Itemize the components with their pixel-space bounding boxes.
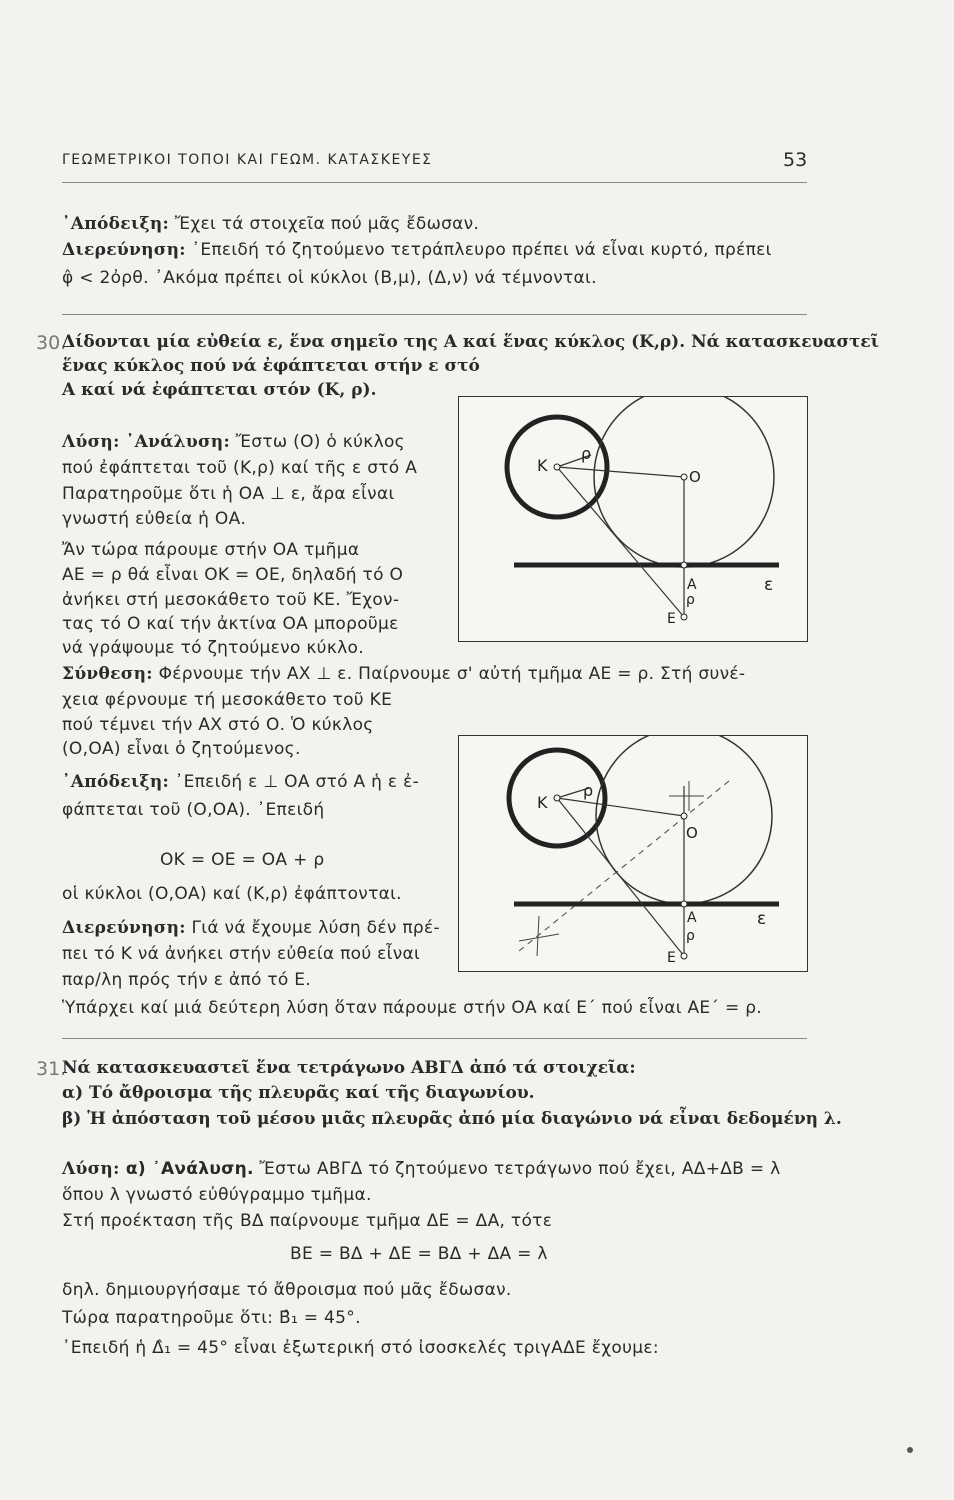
p30-analysis-5: Ἄν τώρα πάρουμε στήν ΟΑ τμῆμα: [62, 540, 360, 560]
p30-analysis-9: νά γράψουμε τό ζητούμενο κύκλο.: [62, 638, 364, 658]
problem-number-31: 31.: [36, 1058, 67, 1080]
line-ko: [557, 467, 684, 477]
label-k: Κ: [537, 456, 548, 475]
p30-discussion-1: Διερεύνηση: Γιά νά ἔχουμε λύση δέν πρέ-: [62, 918, 440, 938]
p30-analysis-2: πού ἐφάπτεται τοῦ (Κ,ρ) καί τῆς ε στό Α: [62, 458, 418, 478]
p30-second-solution: Ὑπάρχει καί μιά δεύτερη λύση ὅταν πάρουμε στήν ΟΑ καί Ε΄ πού εἶναι ΑΕ΄ = ρ.: [62, 998, 762, 1018]
label-a: Α: [687, 910, 697, 926]
point-e: [681, 953, 687, 959]
perpendicular-bisector: [519, 781, 729, 951]
p30-proof-2: φάπτεται τοῦ (Ο,ΟΑ). ᾿Επειδή: [62, 800, 325, 820]
point-e: [681, 614, 687, 620]
problem-number-30: 30.: [36, 332, 67, 354]
p31-analysis-3: Στή προέκταση τῆς ΒΔ παίρνουμε τμῆμα ΔΕ = ΔΑ, τότε: [62, 1211, 553, 1231]
point-o: [681, 474, 687, 480]
section-rule-31: [62, 1038, 807, 1039]
p30-analysis-3: Παρατηροῦμε ὅτι ἡ ΟΑ ⊥ ε, ἄρα εἶναι: [62, 484, 395, 504]
p31-statement-3: β) Ἡ ἀπόσταση τοῦ μέσου μιᾶς πλευρᾶς ἀπό μία διαγώνιο νά εἶναι δεδομένη λ.: [62, 1109, 842, 1129]
figure-2-drawing: [459, 736, 807, 971]
p30-statement-2: ἕνας κύκλος πού νά ἐφάπτεται στήν ε στό: [62, 356, 480, 376]
p30-statement-1: Δίδονται μία εὐθεία ε, ἕνα σημεῖο της Α καί ἕνας κύκλος (Κ,ρ). Νά κατασκευαστεῖ: [62, 332, 879, 352]
label-a: Α: [687, 577, 697, 593]
p30-analysis-6: ΑΕ = ρ θά εἶναι ΟΚ = ΟΕ, δηλαδή τό Ο: [62, 565, 404, 585]
p31-after-3: ᾿Επειδή ἡ Δ̂₁ = 45° εἶναι ἐξωτερική στό ἰσοσκελές τριγΑΔΕ ἔχουμε:: [62, 1338, 659, 1358]
label-rho-2: ρ: [686, 928, 695, 944]
prev-discussion: Διερεύνηση: ᾿Επειδή τό ζητούμενο τετράπλευρο πρέπει νά εἶναι κυρτό, πρέπει: [62, 240, 772, 260]
line-ko: [557, 798, 684, 816]
label-e: Ε: [667, 950, 676, 966]
page-dot: [907, 1447, 913, 1453]
p30-proof-3: οἱ κύκλοι (Ο,ΟΑ) καί (Κ,ρ) ἐφάπτονται.: [62, 884, 402, 904]
p30-discussion-2: πει τό Κ νά ἀνήκει στήν εὐθεία πού εἶναι: [62, 944, 421, 964]
label-e: Ε: [667, 611, 676, 627]
line-ke: [557, 467, 684, 617]
line-ke: [557, 798, 684, 956]
prev-discussion-line2: φ̂ < 2ὀρθ. ᾿Ακόμα πρέπει οἱ κύκλοι (Β,μ), (Δ,ν) νά τέμνονται.: [62, 268, 597, 288]
section-rule-30: [62, 314, 807, 315]
p31-analysis-2: ὅπου λ γνωστό εὐθύγραμμο τμῆμα.: [62, 1185, 372, 1205]
p31-after-2: Τώρα παρατηροῦμε ὅτι: Β̂₁ = 45°.: [62, 1308, 361, 1328]
label-epsilon: ε: [764, 575, 774, 595]
running-title: ΓΕΩΜΕΤΡΙΚΟΙ ΤΟΠΟΙ ΚΑΙ ΓΕΩΜ. ΚΑΤΑΣΚΕΥΕΣ: [62, 152, 433, 168]
p31-after-1: δηλ. δημιουργήσαμε τό ἄθροισμα πού μᾶς ἔδωσαν.: [62, 1280, 512, 1300]
p30-proof-1: ᾿Απόδειξη: ᾿Επειδή ε ⊥ ΟΑ στό Α ἡ ε ἐ-: [62, 772, 420, 792]
p30-synthesis-4: (Ο,ΟΑ) εἶναι ὁ ζητούμενος.: [62, 739, 301, 759]
label-rho: ρ: [583, 781, 594, 800]
p30-analysis-4: γνωστή εὐθεία ἡ ΟΑ.: [62, 509, 247, 529]
point-k: [554, 464, 560, 470]
p30-analysis-1: Λύση: ᾿Ανάλυση: Ἔστω (Ο) ὁ κύκλος: [62, 432, 405, 452]
p30-statement-3: Α καί νά ἐφάπτεται στόν (Κ, ρ).: [62, 380, 377, 400]
label-epsilon: ε: [757, 909, 767, 929]
label-o: Ο: [686, 824, 698, 842]
p31-analysis-1: Λύση: α) ᾿Ανάλυση. Ἔστω ΑΒΓΔ τό ζητούμενο τετράγωνο πού ἔχει, ΑΔ+ΔΒ = λ: [62, 1159, 781, 1179]
page-number: 53: [783, 149, 808, 171]
figure-1-drawing: [459, 397, 807, 641]
label-rho-2: ρ: [686, 592, 695, 608]
point-a: [681, 562, 687, 568]
p30-synthesis-3: πού τέμνει τήν ΑΧ στό Ο. Ὁ κύκλος: [62, 715, 374, 735]
p31-statement-1: Νά κατασκευαστεῖ ἕνα τετράγωνο ΑΒΓΔ ἀπό τά στοιχεῖα:: [62, 1058, 636, 1078]
prev-proof: ᾿Απόδειξη: Ἔχει τά στοιχεῖα πού μᾶς ἔδωσαν.: [62, 214, 480, 234]
p31-equation: ΒΕ = ΒΔ + ΔΕ = ΒΔ + ΔΑ = λ: [290, 1244, 548, 1264]
point-o: [681, 813, 687, 819]
point-a: [681, 901, 687, 907]
p30-analysis-8: τας τό Ο καί τήν ἀκτίνα ΟΑ μποροῦμε: [62, 614, 399, 634]
p30-discussion-3: παρ/λη πρός τήν ε ἀπό τό Ε.: [62, 970, 312, 990]
figure-2: [458, 735, 808, 972]
p30-analysis-7: ἀνήκει στή μεσοκάθετο τοῦ ΚΕ. Ἔχον-: [62, 590, 400, 610]
point-k: [554, 795, 560, 801]
p31-statement-2: α) Τό ἄθροισμα τῆς πλευρᾶς καί τῆς διαγωνίου.: [62, 1083, 535, 1103]
label-k: Κ: [537, 793, 548, 812]
header-rule: [62, 182, 807, 183]
p30-synthesis-2: χεια φέρνουμε τή μεσοκάθετο τοῦ ΚΕ: [62, 690, 393, 710]
label-rho: ρ: [581, 444, 592, 463]
p30-equation: ΟΚ = ΟΕ = ΟΑ + ρ: [160, 850, 325, 870]
figure-1: [458, 396, 808, 642]
p30-synthesis-1: Σύνθεση: Φέρνουμε τήν ΑΧ ⊥ ε. Παίρνουμε σ' αὐτή τμῆμα ΑΕ = ρ. Στή συνέ-: [62, 664, 746, 684]
label-o: Ο: [689, 468, 701, 486]
